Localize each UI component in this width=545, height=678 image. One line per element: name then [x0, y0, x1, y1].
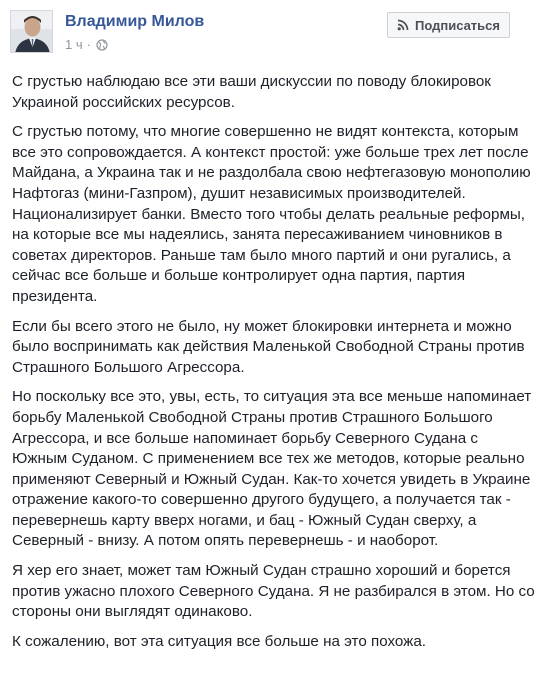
post-meta: [65, 37, 108, 52]
post-timestamp[interactable]: 1 ч: [65, 37, 83, 52]
subscribe-label: Подписаться: [414, 17, 500, 33]
post-paragraph: К сожалению, вот эта ситуация все больше на это похожа.: [12, 632, 427, 650]
rss-icon: [397, 19, 409, 31]
post-paragraph: Если бы всего этого не было, ну может блокировки интернета и можно было воспринимать как действия Маленькой Свободной Страны против Страшного Большого Агрессора.: [12, 317, 525, 376]
post-paragraph: С грустью наблюдаю все эти ваши дискуссии по поводу блокировок Украиной российских ресурсов.: [12, 73, 491, 111]
post-body: [12, 72, 536, 661]
globe-icon[interactable]: [96, 39, 108, 51]
post-header: [0, 0, 545, 62]
post-paragraph: Но поскольку все это, увы, есть, то ситуация эта все меньше напоминает борьбу Маленькой Свободной Страны против Страшного Большого Агрессора, и все больше напоминает борьбу Северного Судана с Южным Суданом. С применением все тех же методов, которые реально применяют Северный и Южный Судан. Как-то хочется увидеть в Украине отражение какого-то совершенно другого будущего, а получается так - перевернешь карту вверх ногами, и бац - Южный Судан сверху, а Северный - внизу. А потом опять перевернешь - и наоборот.: [12, 388, 532, 550]
subscribe-button[interactable]: [387, 12, 510, 38]
avatar-image: [11, 11, 53, 53]
meta-separator: ·: [86, 37, 91, 52]
author-avatar[interactable]: [10, 10, 53, 53]
author-name-link[interactable]: Владимир Милов: [65, 13, 205, 30]
post-paragraph: Я хер его знает, может там Южный Судан страшно хороший и борется против ужасно плохого Северного Судана. Я не разбирался в этом. Но со стороны они выглядят одинаково.: [12, 562, 535, 621]
post-paragraph: С грустью потому, что многие совершенно не видят контекста, которым все это сопровождается. А контекст простой: уже больше трех лет после Майдана, а Украина так и не раздолбала свою нефтегазовую монополию Нафтогаз (мини-Газпром), душит независимых производителей. Национализирует банки. Вместо того чтобы делать реальные реформы, на которые все мы надеялись, занята пересаживанием чиновников в советах директоров. Раньше там было много партий и они ругались, а сейчас все больше и больше контролирует одна партия, партия президента.: [12, 123, 531, 305]
